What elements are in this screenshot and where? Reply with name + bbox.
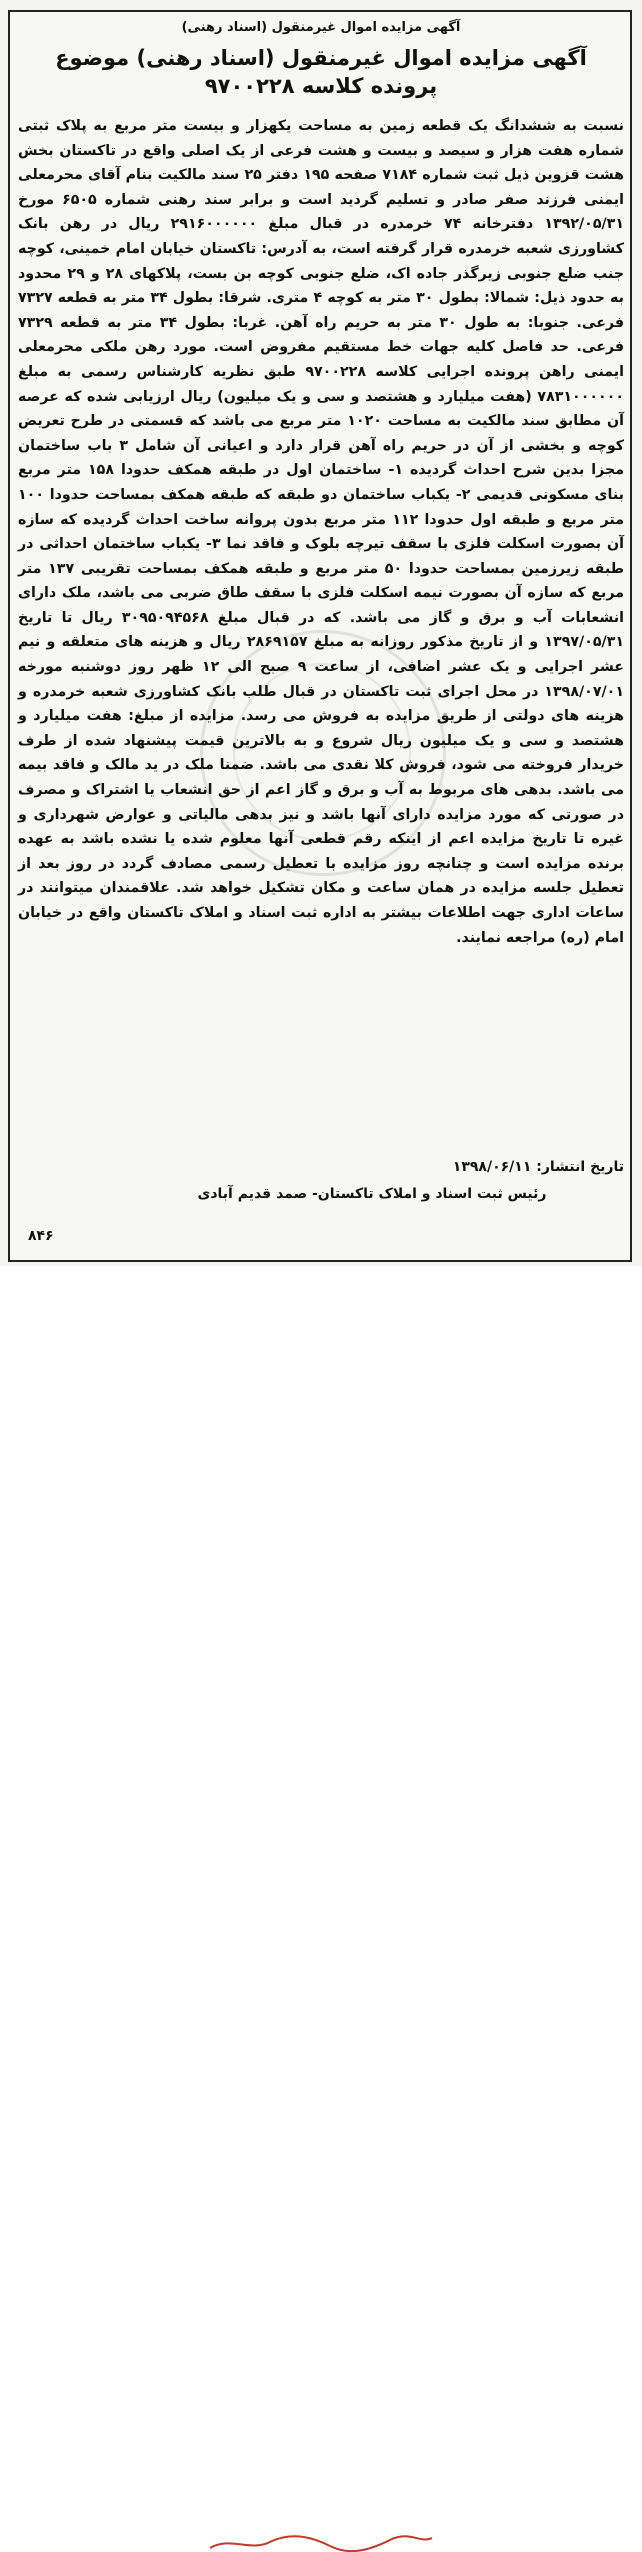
notice-kicker: آگهی مزایده اموال غیرمنقول (اسناد رهنی) [181, 20, 461, 35]
signature-line: رئیس ثبت اسناد و املاک تاکستان- صمد قدیم آبادی [197, 1186, 547, 1202]
publication-date: تاریخ انتشار: ۱۳۹۸/۰۶/۱۱ [452, 1159, 624, 1175]
bottom-margin [0, 1266, 642, 1286]
notice-title: آگهی مزایده اموال غیرمنقول (اسناد رهنی) موضوع پرونده کلاسه ۹۷۰۰۲۲۸ [55, 46, 587, 98]
notice-body: نسبت به ششدانگ یک قطعه زمین به مساحت یکهزار و بیست متر مربع به پلاک ثبتی شماره هفت هزار و سیصد و بیست و هشت فرعی از یک اصلی واقع در تاکستان بخش هشت قزوین ذیل ثبت شماره ۷۱۸۴ صفحه ۱۹۵ دفتر ۲۵ سند مالکیت بنام آقای محرمعلی ایمنی فرزند صفر صادر و تسلیم گردید است و برابر سند رهنی شماره ۶۵۰۵ مورخ ۱۳۹۲/۰۵/۳۱ دفترخانه ۷۴ خرمدره در قبال مبلغ ۲۹۱۶۰۰۰۰۰۰ ریال در رهن بانک کشاورزی شعبه خرمدره قرار گرفته است، به آدرس: تاکستان خیابان امام خمینی، کوچه جنب ضلع جنوبی زیرگذر جاده اک، ضلع جنوبی کوچه بن بست، پلاکهای ۲۸ و ۲۹ محدود به حدود ذیل: شمالا: بطول ۳۰ متر به کوچه ۴ متری. شرقا: بطول ۳۴ متر به قطعه ۷۳۲۷ فرعی. جنوبا: به طول ۳۰ متر به حریم راه آهن. غربا: بطول ۳۴ متر به قطعه ۷۳۲۹ فرعی. حد فاصل کلیه جهات خط مستقیم مفروض است. مورد رهن ملکی محرمعلی ایمنی راهن پرونده اجرایی کلاسه ۹۷۰۰۲۲۸ طبق نظریه کارشناس رسمی به مبلغ ۷۸۳۱۰۰۰۰۰۰ (هفت میلیارد و هشتصد و سی و یک میلیون) ریال ارزیابی شده که عرصه آن مطابق سند مالکیت به مساحت ۱۰۲۰ متر مربع می باشد که قسمتی در طرح تعریض کوچه و بخشی از آن در حریم راه آهن قرار دارد و اعیانی آن شامل ۳ باب ساختمان مجزا بدین شرح احداث گردیده ۱- ساختمان اول در طبقه همکف حدودا ۱۵۸ متر مربع بنای مسکونی قدیمی ۲- یکباب ساختمان دو طبقه که طبقه همکف بمساحت حدودا ۱۰۰ متر مربع و طبقه اول حدودا ۱۱۲ متر مربع بدون پروانه ساخت احداث گردیده که سازه آن بصورت اسکلت فلزی با سقف تیرچه بلوک و فاقد نما ۳- یکباب ساختمان احداثی در طبقه زیرزمین بمساحت حدودا ۵۰ متر مربع و طبقه همکف بمساحت تقریبی ۱۳۷ متر مربع که سازه آن بصورت نیمه اسکلت فلزی با سقف طاق ضربی می باشد، ملک دارای انشعابات آب و برق و گاز می باشد. که در قبال مبلغ ۳۰۹۵۰۹۴۵۶۸ ریال تا تاریخ ۱۳۹۷/۰۵/۳۱ و از تاریخ مذکور روزانه به مبلغ ۲۸۶۹۱۵۷ ریال و هزینه های متعلقه و نیم عشر اجرایی و یک عشر اضافی، از ساعت ۹ صبح الی ۱۲ ظهر روز دوشنبه مورخه ۱۳۹۸/۰۷/۰۱ در محل اجرای ثبت تاکستان در قبال طلب بانک کشاورزی شعبه خرمدره و هزینه های دولتی از طریق مزایده به فروش می رسد. مزایده از مبلغ: هفت میلیارد و هشتصد و سی و یک میلیون ریال شروع و به بالاترین قیمت پیشنهاد شده از طرف خریدار فروخته می شود، فروش کلا نقدی می باشد. ضمنا ملک در ید مالک و فاقد بیمه می باشد. بدهی های مربوط به آب و برق و گاز اعم از حق انشعاب یا اشتراک و مصرف در صورتی که مورد مزایده دارای آنها باشد و نیز بدهی مالیاتی و عوارض شهرداری و غیره تا تاریخ مزایده اعم از اینکه رقم قطعی آنها معلوم شده یا نشده باشد به عهده برنده مزایده است و چنانچه روز مزایده با تعطیل رسمی مصادف گردد در روز بعد از تعطیل جلسه مزایده در همان ساعت و مکان تشکیل خواهد شد. علاقمندان میتوانند در ساعات اداری جهت اطلاعات بیشتر به اداره ثبت اسناد و املاک تاکستان واقع در خیابان امام (ره) مراجعه نمایند. [18, 118, 625, 946]
ad-number: ۸۴۶ [28, 1228, 54, 1244]
torn-edge-scribble-icon [200, 2534, 440, 2552]
